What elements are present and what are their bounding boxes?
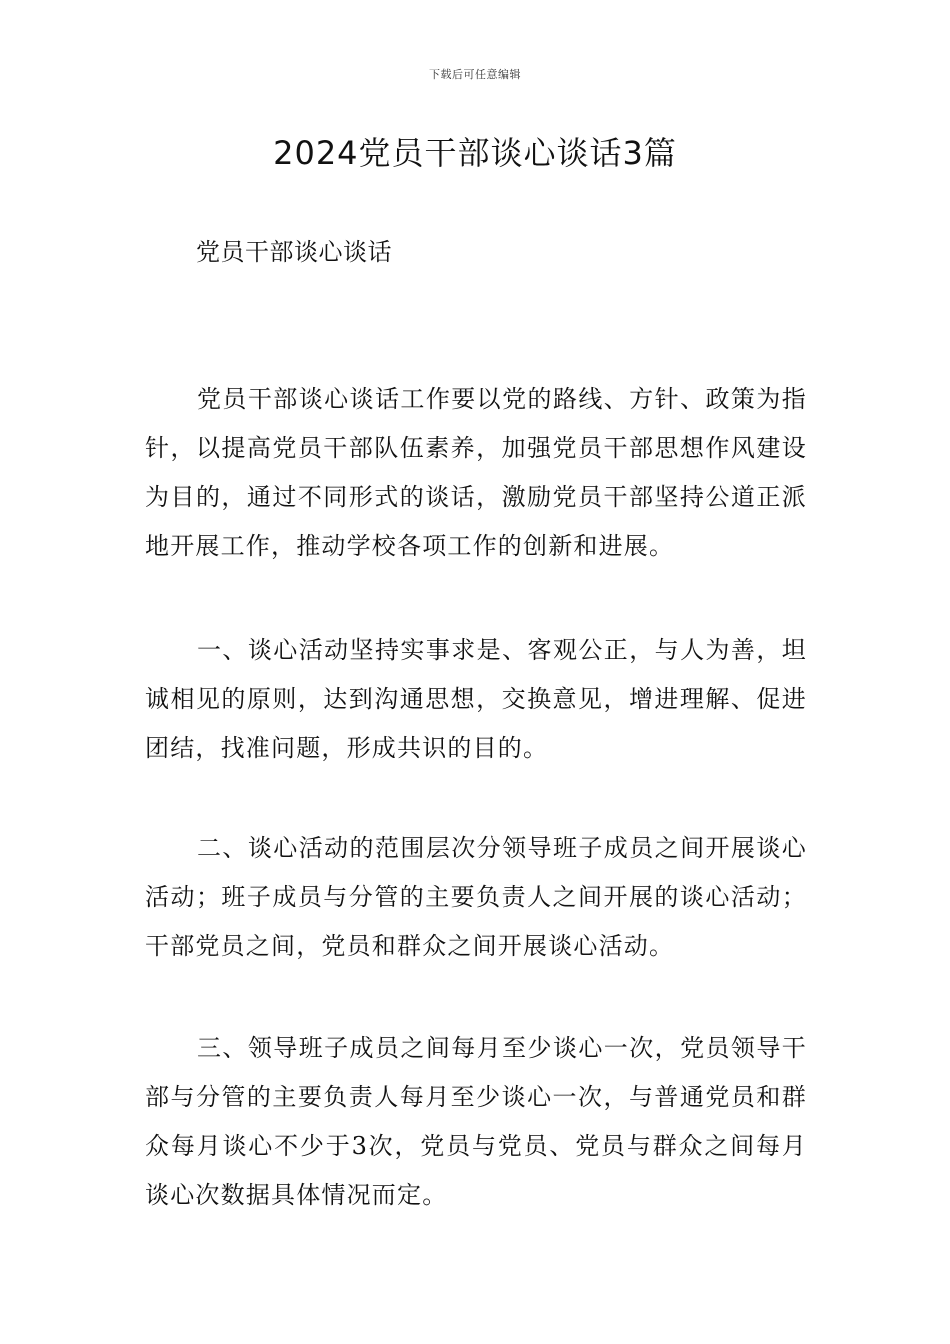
header-note: 下载后可任意编辑	[429, 68, 521, 81]
paragraph-two: 二、谈心活动的范围层次分领导班子成员之间开展谈心活动；班子成员与分管的主要负责人之间开展的谈心活动；干部党员之间，党员和群众之间开展谈心活动。	[145, 834, 807, 960]
paragraph-intro: 党员干部谈心谈话工作要以党的路线、方针、政策为指针，以提高党员干部队伍素养，加强党员干部思想作风建设为目的，通过不同形式的谈话，激励党员干部坚持公道正派地开展工作，推动学校各项工作的创新和进展。	[145, 385, 807, 560]
document-title: 2024党员干部谈心谈话3篇	[273, 134, 677, 172]
document-subtitle: 党员干部谈心谈话	[196, 238, 392, 266]
paragraph-three: 三、领导班子成员之间每月至少谈心一次，党员领导干部与分管的主要负责人每月至少谈心一次，与普通党员和群众每月谈心不少于3次，党员与党员、党员与群众之间每月谈心次数据具体情况而定。	[145, 1034, 807, 1209]
paragraph-one: 一、谈心活动坚持实事求是、客观公正，与人为善，坦诚相见的原则，达到沟通思想，交换意见，增进理解、促进团结，找准问题，形成共识的目的。	[145, 636, 807, 762]
